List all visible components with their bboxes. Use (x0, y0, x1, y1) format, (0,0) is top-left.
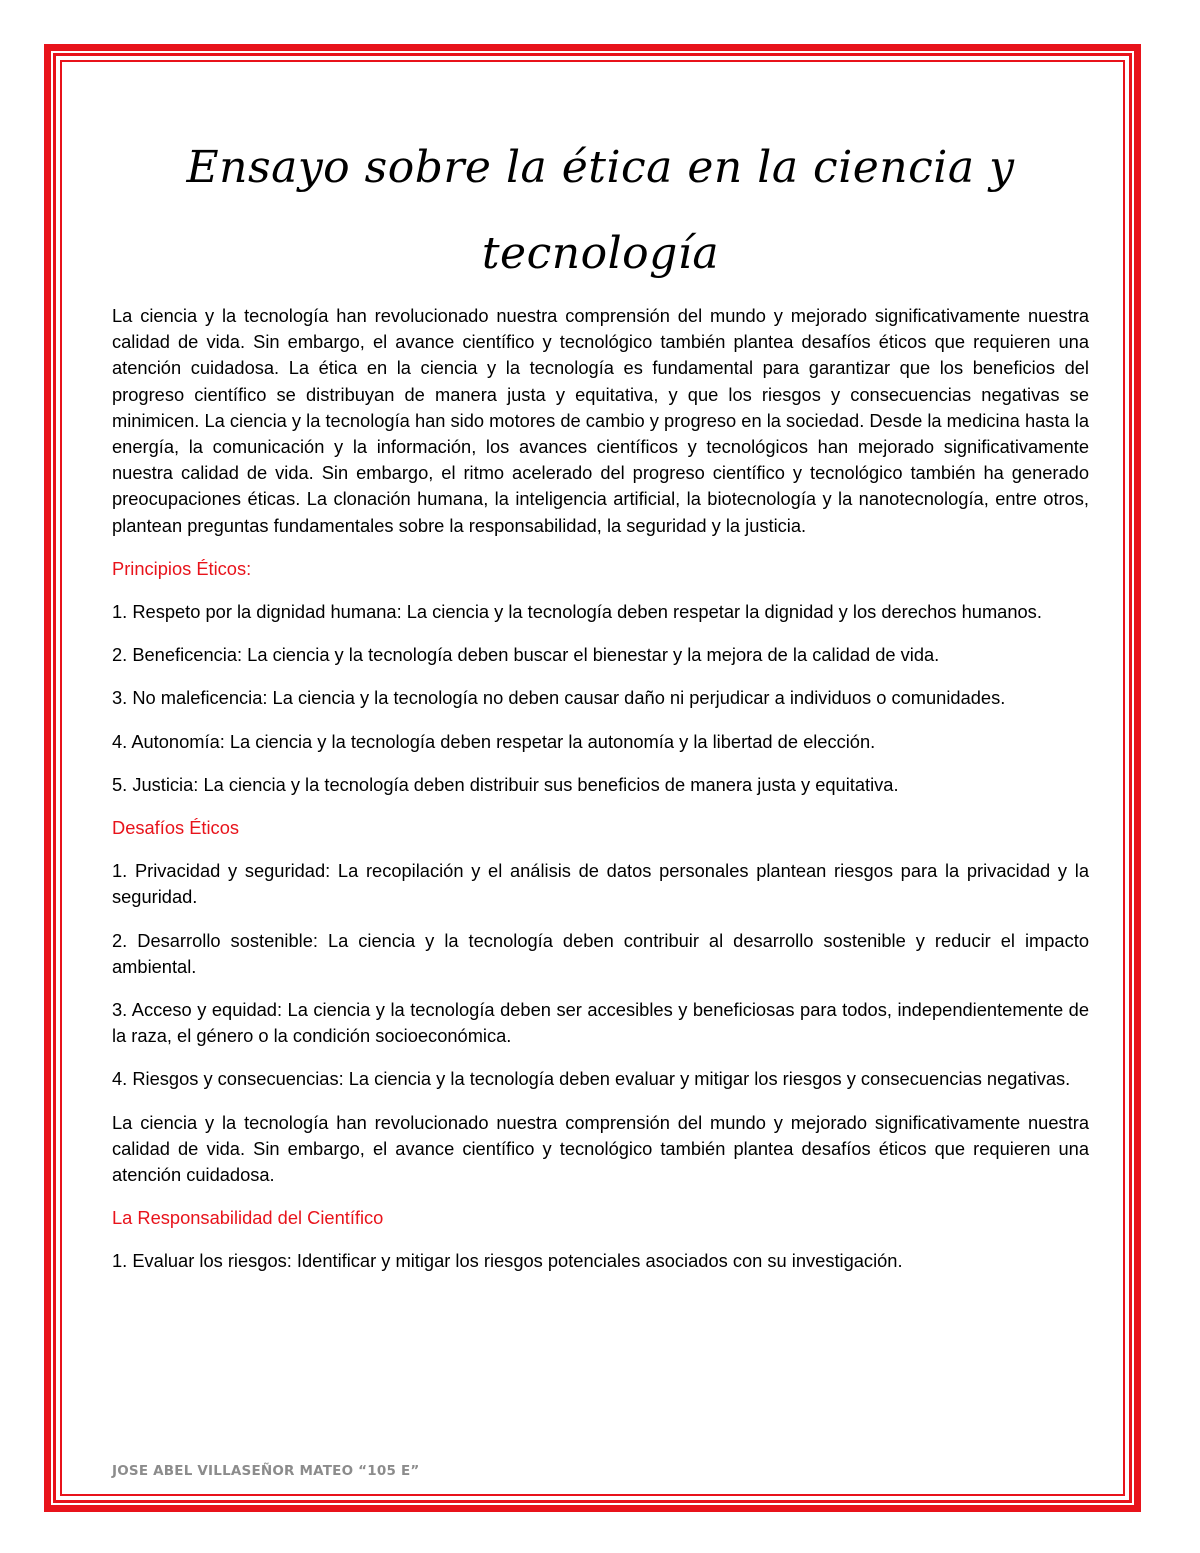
intro-paragraph: La ciencia y la tecnología han revolucionado nuestra comprensión del mundo y mejorado significativamente nuestra calidad de vida. Sin embargo, el avance científico y tecnológico también plantea desafíos éticos que requieren una atención cuidadosa. La ética en la ciencia y la tecnología es fundamental para garantizar que los beneficios del progreso científico se distribuyan de manera justa y equitativa, y que los riesgos y consecuencias negativas se minimicen. La ciencia y la tecnología han sido motores de cambio y progreso en la sociedad. Desde la medicina hasta la energía, la comunicación y la información, los avances científicos y tecnológicos han mejorado significativamente nuestra calidad de vida. Sin embargo, el ritmo acelerado del progreso científico y tecnológico también ha generado preocupaciones éticas. La clonación humana, la inteligencia artificial, la biotecnología y la nanotecnología, entre otros, plantean preguntas fundamentales sobre la responsabilidad, la seguridad y la justicia. (112, 305, 1089, 536)
principle-item: 4. Autonomía: La ciencia y la tecnología deben respetar la autonomía y la libertad de elección. (112, 730, 876, 752)
challenge-item: 2. Desarrollo sostenible: La ciencia y la tecnología deben contribuir al desarrollo sostenible y reducir el impacto ambiental. (112, 929, 1089, 977)
author-footer: JOSE ABEL VILLASEÑOR MATEO “105 E” (112, 1463, 420, 1479)
challenge-item: 3. Acceso y equidad: La ciencia y la tecnología deben ser accesibles y beneficiosas para todos, independientemente de la raza, el género o la condición socioeconómica. (112, 999, 1089, 1047)
principles-heading: Principios Éticos: (112, 557, 252, 579)
responsibility-heading: La Responsabilidad del Científico (112, 1207, 384, 1229)
document-title: Ensayo sobre la ética en la ciencia y tecnología (186, 142, 1015, 279)
principle-item: 2. Beneficencia: La ciencia y la tecnología deben buscar el bienestar y la mejora de la calidad de vida. (112, 644, 940, 666)
challenge-item: 4. Riesgos y consecuencias: La ciencia y la tecnología deben evaluar y mitigar los riesgos y consecuencias negativas. (112, 1068, 1071, 1090)
responsibility-item: 1. Evaluar los riesgos: Identificar y mitigar los riesgos potenciales asociados con su investigación. (112, 1250, 903, 1272)
principle-item: 3. No maleficencia: La ciencia y la tecnología no deben causar daño ni perjudicar a individuos o comunidades. (112, 687, 1006, 709)
principle-item: 1. Respeto por la dignidad humana: La ciencia y la tecnología deben respetar la dignidad y los derechos humanos. (112, 601, 1042, 623)
principle-item: 5. Justicia: La ciencia y la tecnología deben distribuir sus beneficios de manera justa y equitativa. (112, 773, 899, 795)
challenges-heading: Desafíos Éticos (112, 817, 240, 839)
closing-paragraph: La ciencia y la tecnología han revolucionado nuestra comprensión del mundo y mejorado significativamente nuestra calidad de vida. Sin embargo, el avance científico y tecnológico también plantea desafíos éticos que requieren una atención cuidadosa. (112, 1111, 1089, 1186)
challenge-item: 1. Privacidad y seguridad: La recopilación y el análisis de datos personales plantean riesgos para la privacidad y la seguridad. (112, 860, 1089, 908)
document-body (112, 125, 1089, 1292)
